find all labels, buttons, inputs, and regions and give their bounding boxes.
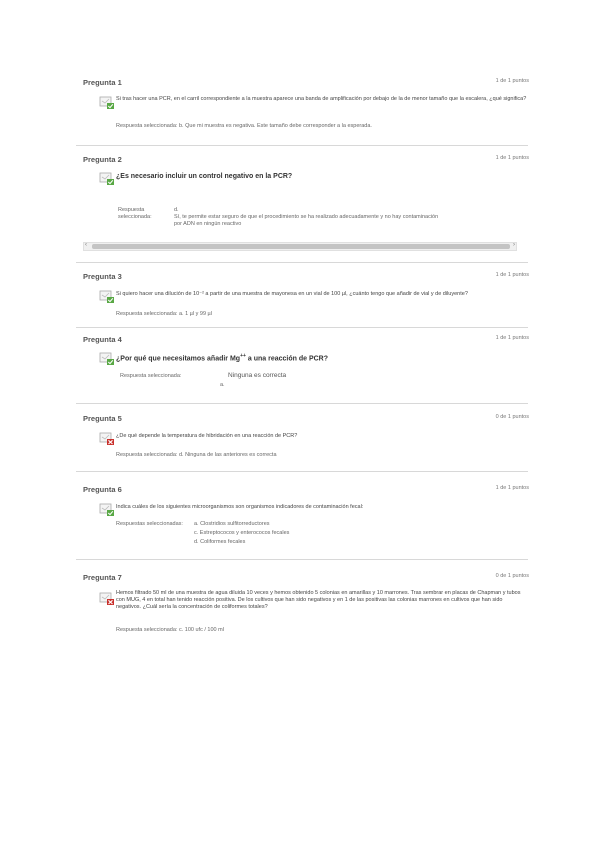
- divider: [76, 471, 528, 472]
- question-text: ¿Por qué que necesitamos añadir Mg++ a una reacción de PCR?: [116, 353, 329, 363]
- scroll-right-icon[interactable]: ›: [513, 242, 515, 248]
- question-text: Si tras hacer una PCR, en el carril correspondiente a la muestra aparece una banda de amplificación por debajo de la de menor tamaño que la escalera, ¿qué significa?: [116, 96, 527, 102]
- question-title: Pregunta 7: [83, 573, 122, 582]
- answer-letter: d.: [174, 207, 179, 213]
- answer-label: Respuesta seleccionada:: [118, 207, 152, 220]
- question-title: Pregunta 5: [83, 414, 122, 423]
- question-title: Pregunta 6: [83, 485, 122, 494]
- question-points: 1 de 1 puntos: [495, 485, 529, 491]
- question-points: 1 de 1 puntos: [495, 272, 529, 278]
- divider: [76, 262, 528, 263]
- divider: [76, 559, 528, 560]
- selected-answer: Respuesta seleccionada: c. 100 ufc / 100 ml: [116, 627, 224, 633]
- selected-answer: Sí, te permite estar seguro de que el procedimiento se ha realizado adecuadamente y no hay contaminación por ADN en ningún reactivo: [174, 214, 439, 227]
- question-text: ¿De qué depende la temperatura de hibridación en una reacción de PCR?: [116, 433, 298, 439]
- question-points: 1 de 1 puntos: [495, 335, 529, 341]
- question-text: Hemos filtrado 50 ml de una muestra de agua diluida 10 veces y hemos obtenido 5 colonias en amarillas y 10 marrones. Tras sembrar en placas de Chapman y tubos con MUG, 4 en total han tenido reacción positiva. De los cultivos que han sido negativos y en 1 de las positivas las colonias marrones en cultivos que han sido negativos. ¿Cuál sería la concentración de coliformes totales?: [116, 590, 521, 610]
- correct-icon: [99, 352, 115, 366]
- incorrect-icon: [99, 592, 115, 606]
- question-points: 1 de 1 puntos: [495, 78, 529, 84]
- horizontal-scrollbar[interactable]: [83, 242, 517, 251]
- correct-icon: [99, 290, 115, 304]
- selected-answer: Respuesta seleccionada: a. 1 µl y 99 µl: [116, 311, 212, 317]
- question-title: Pregunta 1: [83, 78, 122, 87]
- scroll-left-icon[interactable]: ‹: [85, 242, 87, 248]
- question-points: 1 de 1 puntos: [495, 155, 529, 161]
- question-title: Pregunta 2: [83, 155, 122, 164]
- answer-letter: a.: [220, 382, 225, 388]
- answer-label: Respuesta seleccionada:: [120, 373, 182, 379]
- incorrect-icon: [99, 432, 115, 446]
- question-text: Si quiero hacer una dilución de 10⁻² a partir de una muestra de mayonesa en un vial de 100 µl, ¿cuánto tengo que añadir de vial y de diluyente?: [116, 291, 468, 297]
- divider: [76, 327, 528, 328]
- selected-answers-list: [194, 521, 289, 546]
- list-item: c. Estreptococos y enterococos fecales: [194, 530, 290, 536]
- scrollbar-thumb[interactable]: [92, 244, 510, 249]
- question-text: ¿Es necesario incluir un control negativo en la PCR?: [116, 173, 293, 180]
- list-item: d. Coliformes fecales: [194, 539, 246, 545]
- question-title: Pregunta 3: [83, 272, 122, 281]
- divider: [76, 145, 528, 146]
- selected-answer: Respuesta seleccionada: b. Que mi muestra es negativa. Este tamaño debe corresponder a la esperada.: [116, 123, 372, 129]
- correct-icon: [99, 172, 115, 186]
- question-title: Pregunta 4: [83, 335, 122, 344]
- question-text: Indica cuáles de los siguientes microorganismos son organismos indicadores de contaminación fecal:: [116, 504, 364, 510]
- selected-answer: Respuesta seleccionada: d. Ninguna de las anteriores es correcta: [116, 452, 277, 458]
- divider: [76, 403, 528, 404]
- question-points: 0 de 1 puntos: [495, 414, 529, 420]
- list-item: a. Clostridios sulfitorreductores: [194, 521, 270, 527]
- correct-icon: [99, 503, 115, 517]
- selected-answer: Ninguna es correcta: [228, 372, 287, 379]
- correct-icon: [99, 96, 115, 110]
- answer-label: Respuestas seleccionadas:: [116, 521, 183, 527]
- question-points: 0 de 1 puntos: [495, 573, 529, 579]
